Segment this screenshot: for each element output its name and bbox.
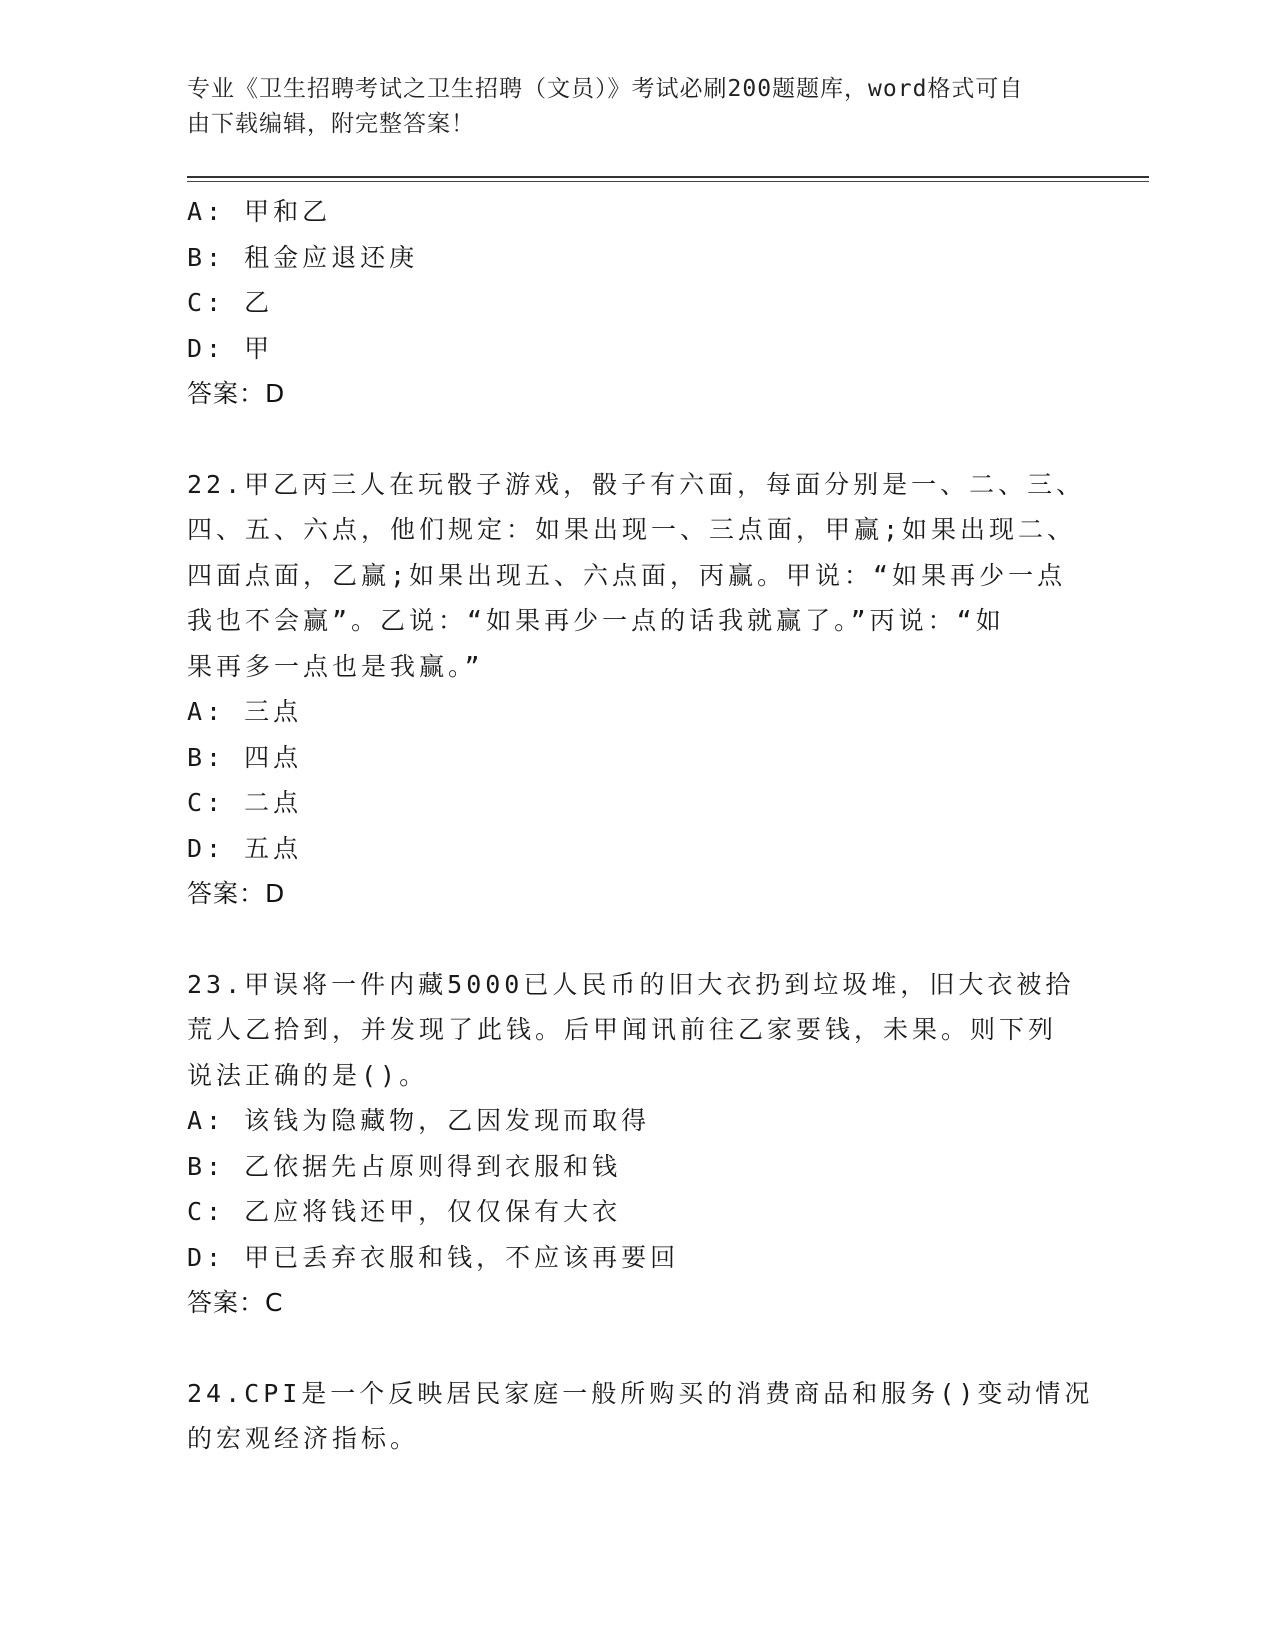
option-d: D: 五点 <box>187 833 303 863</box>
question-text-line: 24.CPI是一个反映居民家庭一般所购买的消费商品和服务()变动情况 <box>187 1378 1094 1408</box>
question-text-line: 荒人乙拾到，并发现了此钱。后甲闻讯前往乙家要钱，未果。则下列 <box>187 1015 1058 1044</box>
question-text-line: 我也不会赢”。乙说：“如果再少一点的话我就赢了。”丙说：“如 <box>187 606 1005 635</box>
option-c: C: 乙 <box>187 288 274 317</box>
option-c: C: 二点 <box>187 788 303 817</box>
option-b: B: 乙依据先占原则得到衣服和钱 <box>187 1151 622 1181</box>
answer-line: 答案：D <box>187 379 286 408</box>
question-21-continued <box>187 189 1067 417</box>
question-text-line: 果再多一点也是我赢。” <box>187 651 484 681</box>
answer-line: 答案：C <box>187 1288 284 1317</box>
question-text-line: 说法正确的是()。 <box>187 1060 429 1090</box>
question-23 <box>187 962 1075 1326</box>
option-c: C: 乙应将钱还甲，仅仅保有大衣 <box>187 1197 622 1226</box>
spacer <box>187 1326 1067 1371</box>
option-a: A: 三点 <box>187 697 303 726</box>
header-title-line-1: 专业《卫生招聘考试之卫生招聘（文员）》考试必刷200题题库，word格式可自 <box>187 76 1024 102</box>
spacer <box>187 417 1067 462</box>
spacer <box>187 917 1067 962</box>
header-divider-thick <box>187 176 1149 178</box>
answer-line: 答案：D <box>187 879 286 908</box>
question-text-line: 22.甲乙丙三人在玩骰子游戏，骰子有六面，每面分别是一、二、三、 <box>187 469 1086 499</box>
question-24 <box>187 1371 1094 1462</box>
option-d: D: 甲 <box>187 333 274 363</box>
option-d: D: 甲已丢弃衣服和钱，不应该再要回 <box>187 1242 680 1272</box>
header-title-line-2: 由下载编辑，附完整答案！ <box>187 111 475 137</box>
option-b: B: 四点 <box>187 742 303 772</box>
option-b: B: 租金应退还庚 <box>187 242 419 272</box>
header-divider-thin <box>187 181 1149 182</box>
question-text-line: 四面点面，乙赢;如果出现五、六点面，丙赢。甲说：“如果再少一点 <box>187 560 1067 590</box>
option-a: A: 甲和乙 <box>187 197 332 226</box>
question-text-line: 的宏观经济指标。 <box>187 1424 420 1453</box>
question-text-line: 四、五、六点，他们规定：如果出现一、三点面，甲赢;如果出现二、 <box>187 515 1077 544</box>
question-text-line: 23.甲误将一件内藏5000已人民币的旧大衣扔到垃圾堆，旧大衣被拾 <box>187 969 1075 999</box>
question-22 <box>187 462 1086 917</box>
document-header <box>187 72 1067 142</box>
option-a: A: 该钱为隐藏物，乙因发现而取得 <box>187 1106 651 1135</box>
question-list <box>187 189 1094 1462</box>
